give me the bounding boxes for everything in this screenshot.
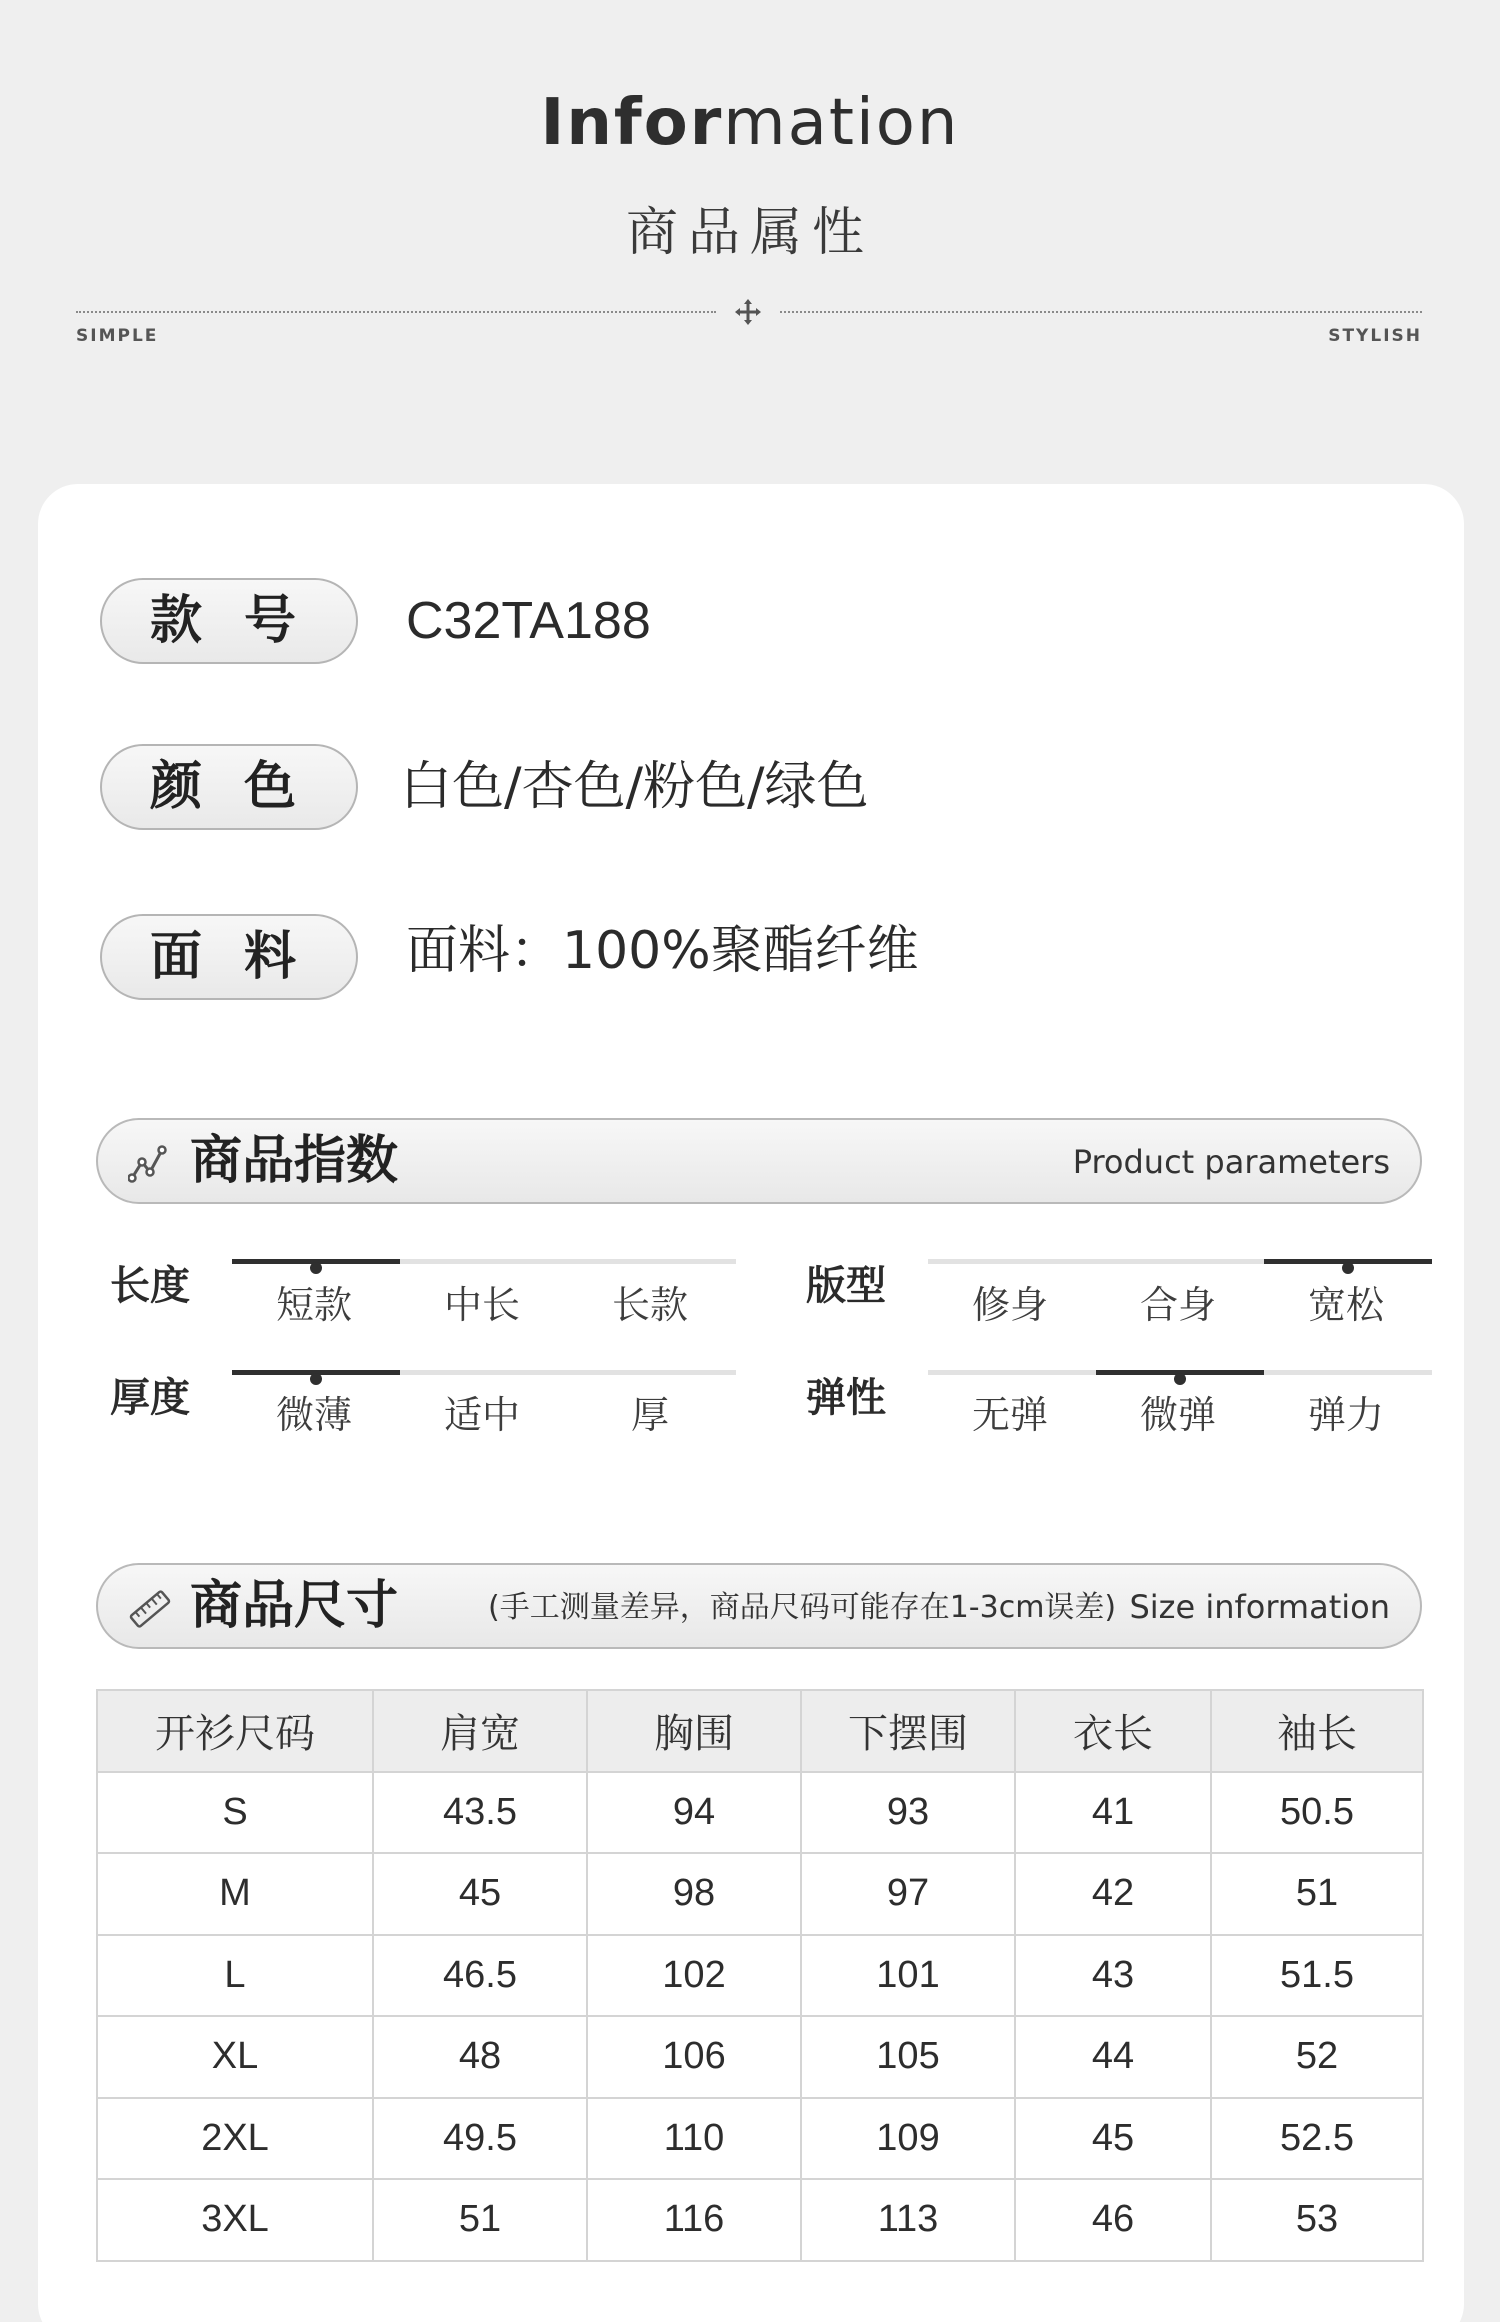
table-cell: 51 xyxy=(373,2179,587,2261)
table-cell: 116 xyxy=(587,2179,801,2261)
index-option: 微弹 xyxy=(1139,1393,1216,1437)
index-option: 弹力 xyxy=(1307,1393,1384,1437)
table-cell: 41 xyxy=(1015,1772,1211,1854)
trend-line-icon xyxy=(128,1142,172,1186)
table-cell: 113 xyxy=(801,2179,1015,2261)
params-title-en: Product parameters xyxy=(1072,1143,1390,1181)
index-marker-dot xyxy=(310,1262,322,1274)
page-subtitle: 商品属性 xyxy=(625,203,874,263)
table-cell: 53 xyxy=(1211,2179,1423,2261)
table-cell: 94 xyxy=(587,1772,801,1854)
table-cell: 93 xyxy=(801,1772,1015,1854)
table-row xyxy=(97,2098,1423,2180)
table-cell: 42 xyxy=(1015,1853,1211,1935)
attr-value-color: 白色/杏色/粉色/绿色 xyxy=(400,757,869,817)
size-table xyxy=(96,1689,1424,2262)
index-option: 中长 xyxy=(443,1283,520,1327)
table-cell: 48 xyxy=(373,2016,587,2098)
table-header-cell: 肩宽 xyxy=(373,1690,587,1772)
info-card xyxy=(38,484,1464,2322)
table-cell: XL xyxy=(97,2016,373,2098)
table-cell: 45 xyxy=(373,1853,587,1935)
ruler-icon xyxy=(128,1587,172,1631)
table-cell: 3XL xyxy=(97,2179,373,2261)
index-option: 无弹 xyxy=(971,1393,1048,1437)
table-row xyxy=(97,1935,1423,2017)
table-cell: 49.5 xyxy=(373,2098,587,2180)
index-option: 适中 xyxy=(443,1393,520,1437)
size-title-en: Size information xyxy=(1129,1588,1390,1626)
tag-stylish: STYLISH xyxy=(1328,326,1422,346)
title-light: mation xyxy=(723,86,960,160)
index-label-length: 长度 xyxy=(110,1263,190,1309)
params-title: 商品指数 xyxy=(190,1131,399,1191)
table-header-cell: 胸围 xyxy=(587,1690,801,1772)
table-cell: 106 xyxy=(587,2016,801,2098)
attr-label-color: 颜 色 xyxy=(100,744,358,830)
index-label-elasticity: 弹性 xyxy=(806,1375,886,1421)
table-cell: 109 xyxy=(801,2098,1015,2180)
tag-simple: SIMPLE xyxy=(76,326,159,346)
table-cell: 45 xyxy=(1015,2098,1211,2180)
table-cell: 51 xyxy=(1211,1853,1423,1935)
table-header-cell: 开衫尺码 xyxy=(97,1690,373,1772)
table-cell: 52 xyxy=(1211,2016,1423,2098)
index-track-thickness xyxy=(232,1370,736,1375)
table-row xyxy=(97,2016,1423,2098)
table-header-cell: 袖长 xyxy=(1211,1690,1423,1772)
index-option: 微薄 xyxy=(275,1393,352,1437)
table-cell: 46 xyxy=(1015,2179,1211,2261)
table-header-cell: 衣长 xyxy=(1015,1690,1211,1772)
attr-label-style-no: 款 号 xyxy=(100,578,358,664)
index-track-fit xyxy=(928,1259,1432,1264)
index-option: 修身 xyxy=(971,1283,1048,1327)
index-option: 合身 xyxy=(1139,1283,1216,1327)
index-option: 短款 xyxy=(275,1283,352,1327)
table-header-row xyxy=(97,1690,1423,1772)
table-header-cell: 下摆围 xyxy=(801,1690,1015,1772)
cross-ornament-icon xyxy=(732,296,764,328)
size-section-header xyxy=(96,1563,1422,1649)
index-track-elasticity xyxy=(928,1370,1432,1375)
table-cell: 110 xyxy=(587,2098,801,2180)
index-marker-dot xyxy=(1342,1262,1354,1274)
table-cell: 52.5 xyxy=(1211,2098,1423,2180)
table-cell: 105 xyxy=(801,2016,1015,2098)
index-label-thickness: 厚度 xyxy=(110,1375,190,1421)
table-cell: 102 xyxy=(587,1935,801,2017)
attr-label-fabric: 面 料 xyxy=(100,914,358,1000)
table-cell: 44 xyxy=(1015,2016,1211,2098)
table-row xyxy=(97,2179,1423,2261)
index-label-fit: 版型 xyxy=(806,1263,886,1309)
table-cell: 51.5 xyxy=(1211,1935,1423,2017)
page-title xyxy=(0,86,1500,160)
divider-left xyxy=(76,311,716,313)
params-section-header xyxy=(96,1118,1422,1204)
size-title: 商品尺寸 xyxy=(190,1576,399,1636)
table-cell: L xyxy=(97,1935,373,2017)
divider-right xyxy=(780,311,1422,313)
table-cell: 43 xyxy=(1015,1935,1211,2017)
table-cell: 97 xyxy=(801,1853,1015,1935)
index-option: 厚 xyxy=(630,1393,669,1437)
index-option: 宽松 xyxy=(1307,1283,1384,1327)
table-cell: 2XL xyxy=(97,2098,373,2180)
index-option: 长款 xyxy=(611,1283,688,1327)
table-cell: 50.5 xyxy=(1211,1772,1423,1854)
table-cell: 46.5 xyxy=(373,1935,587,2017)
table-row xyxy=(97,1853,1423,1935)
table-row xyxy=(97,1772,1423,1854)
attr-value-fabric: 面料：100%聚酯纤维 xyxy=(406,921,919,981)
table-cell: S xyxy=(97,1772,373,1854)
index-track-length xyxy=(232,1259,736,1264)
attr-value-style-no: C32TA188 xyxy=(406,592,651,650)
table-cell: 101 xyxy=(801,1935,1015,2017)
title-bold: Infor xyxy=(540,86,724,160)
table-cell: 43.5 xyxy=(373,1772,587,1854)
size-note: (手工测量差异，商品尺码可能存在1-3cm误差) xyxy=(488,1590,1117,1625)
table-cell: 98 xyxy=(587,1853,801,1935)
table-cell: M xyxy=(97,1853,373,1935)
